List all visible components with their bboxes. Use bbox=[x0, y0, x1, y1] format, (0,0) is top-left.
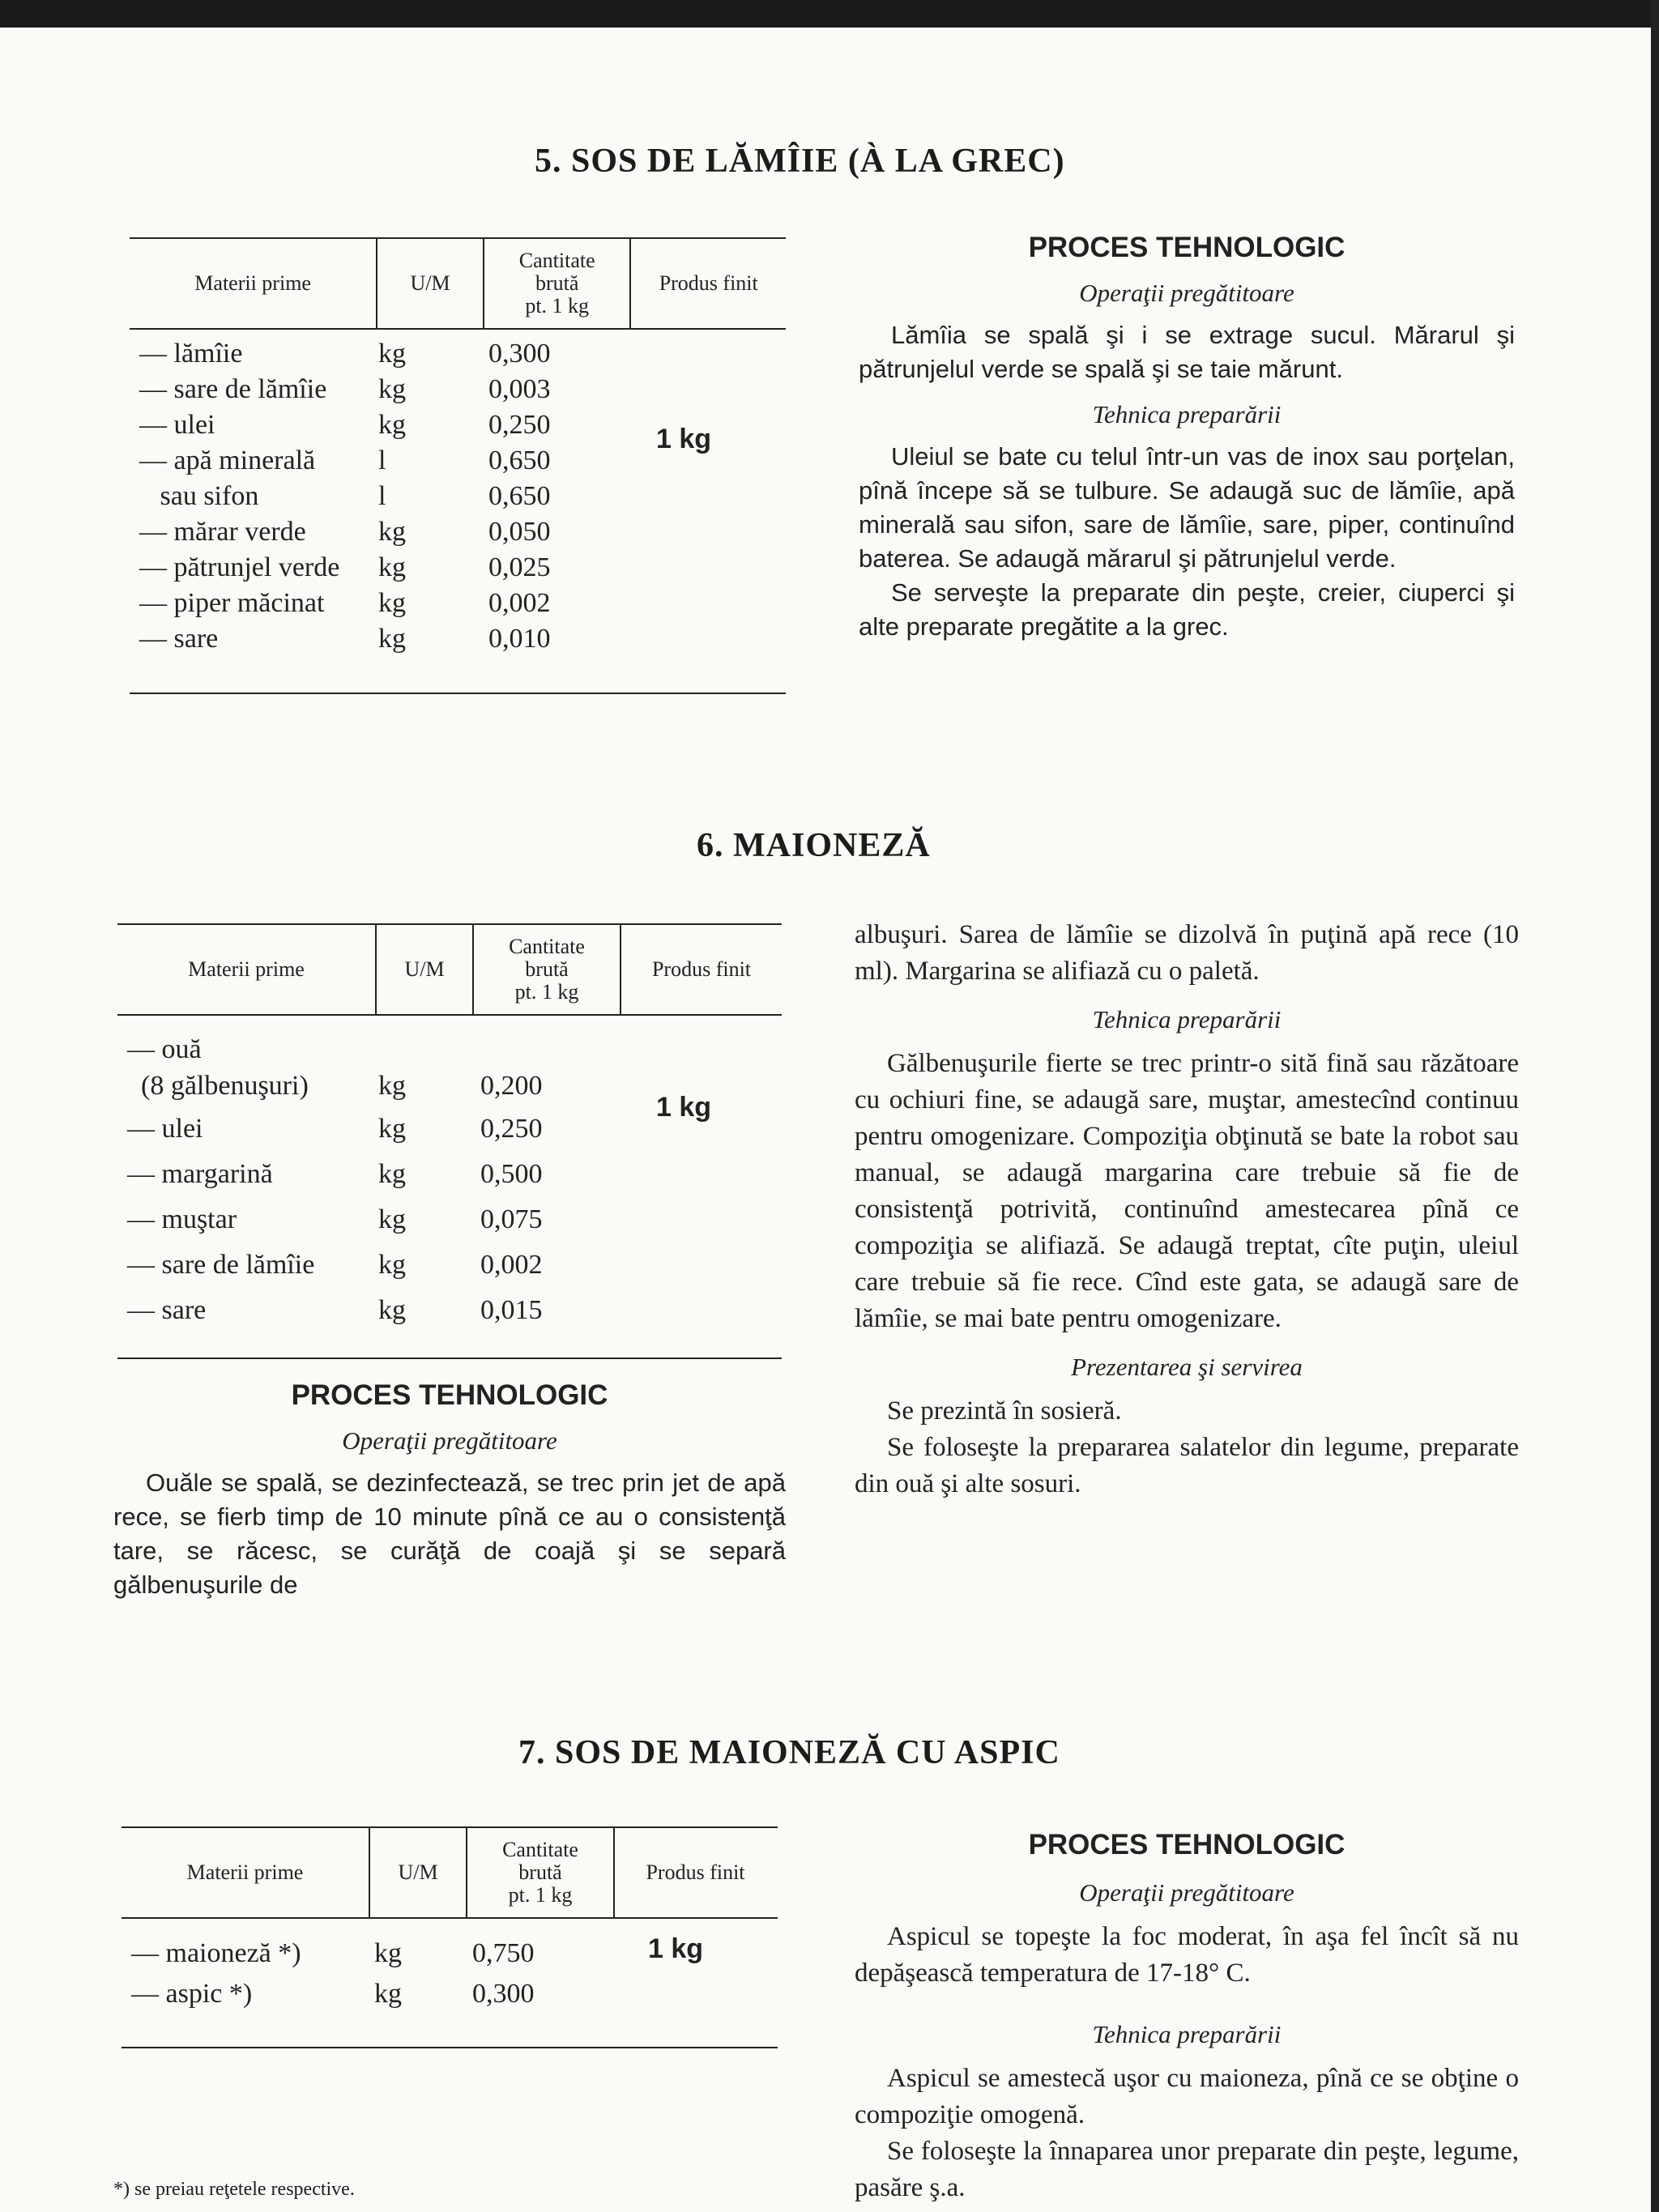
section-heading: Operaţii pregătitoare bbox=[1079, 279, 1294, 307]
ingredient-um: kg bbox=[378, 1295, 406, 1325]
ingredient-um: kg bbox=[378, 1159, 406, 1189]
header-materii: Materii prime bbox=[188, 957, 305, 981]
ingredient-qty: 0,200 bbox=[480, 1071, 543, 1101]
ingredient-qty: 0,025 bbox=[488, 552, 551, 582]
section-heading: Operaţii pregătitoare bbox=[342, 1426, 557, 1455]
header-cantitate-line2: brută bbox=[535, 271, 579, 295]
section-heading: Tehnica preparării bbox=[1092, 2020, 1282, 2048]
recipe-6-process-left bbox=[113, 1379, 786, 1602]
header-um: U/M bbox=[375, 925, 472, 1014]
produs-finit-value: 1 kg bbox=[656, 424, 712, 454]
ingredient-qty: 0,300 bbox=[488, 339, 551, 369]
ingredient-um: kg bbox=[378, 1250, 406, 1280]
process-title: PROCES TEHNOLOGIC bbox=[1028, 1829, 1346, 1860]
process-paragraph: Uleiul se bate cu telul într-un vas de inox sau porţelan, pînă începe să se tulbure. Se adaugă suc de lămîie, apă minerală sau sifon, sare de lămîie, sare, piper, continuînd baterea. Se adaugă mărarul şi pătrunjelul verde. bbox=[859, 442, 1515, 573]
footnote: *) se preiau reţetele respective. bbox=[113, 2179, 355, 2200]
ingredient-name: — sare de lămîie bbox=[127, 1250, 315, 1280]
table-row bbox=[122, 1974, 778, 2014]
ingredient-name: — ulei bbox=[139, 410, 215, 440]
section-heading: Prezentarea şi servirea bbox=[1071, 1353, 1303, 1381]
table-body bbox=[130, 330, 786, 693]
recipe-7-process bbox=[855, 1826, 1519, 2206]
ingredient-name: — muştar bbox=[127, 1204, 237, 1234]
table-body bbox=[117, 1016, 782, 1357]
header-cantitate-line3: pt. 1 kg bbox=[525, 294, 590, 318]
ingredient-um: kg bbox=[374, 1938, 402, 1968]
ingredient-qty: 0,002 bbox=[488, 588, 551, 618]
recipe-7-ingredients-table bbox=[122, 1826, 778, 2048]
process-paragraph: Gălbenuşurile fierte se trec printr-o sită fină sau răzătoare cu ochiuri fine, se adaugă sare, muştar, amestecînd continuu pentru omogenizare. Compoziţia obţinută se bate la robot sau manual, se adaugă margarina care trebuie să fie de consistenţă potrivită, continuînd amestecarea pînă ce compoziţia se alifiază. Se adaugă treptat, cîte puţin, uleiul care trebuie să fie rece. Cînd este gata, se adaugă sare de lămîie, se mai bate pentru omogenizare. bbox=[855, 1049, 1519, 1333]
header-cantitate-line2: brută bbox=[518, 1860, 562, 1884]
header-cantitate-line3: pt. 1 kg bbox=[514, 980, 579, 1004]
ingredient-qty: 0,015 bbox=[480, 1295, 543, 1325]
ingredient-um: kg bbox=[378, 1071, 406, 1101]
section-heading: Operaţii pregătitoare bbox=[1079, 1878, 1294, 1907]
ingredient-qty: 0,300 bbox=[472, 1979, 535, 2009]
table-row bbox=[130, 621, 786, 657]
process-paragraph: Se serveşte la preparate din peşte, creier, ciuperci şi alte preparate pregătite a la grec. bbox=[859, 578, 1515, 641]
table-row bbox=[117, 1152, 782, 1197]
table-row bbox=[130, 336, 786, 372]
recipe-5-title: 5. SOS DE LĂMÎIE (À LA GREC) bbox=[535, 143, 1065, 180]
ingredient-um: kg bbox=[374, 1979, 402, 2009]
ingredient-qty: 0,250 bbox=[480, 1114, 543, 1144]
table-row bbox=[130, 586, 786, 621]
ingredient-name: — ouă bbox=[127, 1034, 202, 1064]
ingredient-um: kg bbox=[378, 1204, 406, 1234]
process-paragraph: Se prezintă în sosieră. bbox=[887, 1396, 1122, 1426]
ingredient-um: l bbox=[378, 445, 386, 475]
ingredient-um bbox=[378, 1034, 467, 1066]
ingredient-um: kg bbox=[378, 1114, 406, 1144]
ingredient-um: l bbox=[378, 481, 386, 511]
ingredient-name: — ulei bbox=[127, 1114, 203, 1144]
ingredient-name: — piper măcinat bbox=[139, 588, 325, 618]
ingredient-um: kg bbox=[378, 374, 406, 404]
header-produs-finit: Produs finit bbox=[629, 239, 786, 328]
ingredient-name: — maioneză *) bbox=[131, 1938, 301, 1968]
header-produs-finit: Produs finit bbox=[620, 925, 782, 1014]
header-cantitate-line1: Cantitate bbox=[509, 935, 585, 958]
header-cantitate-line2: brută bbox=[525, 957, 569, 981]
table-row bbox=[117, 1197, 782, 1242]
process-paragraph: Aspicul se amestecă uşor cu maioneza, pînă ce se obţine o compoziţie omogenă. bbox=[855, 2064, 1519, 2129]
ingredient-qty bbox=[467, 1034, 480, 1066]
table-header bbox=[122, 1828, 778, 1919]
recipe-6-title: 6. MAIONEZĂ bbox=[697, 827, 931, 864]
ingredient-qty: 0,010 bbox=[488, 624, 551, 654]
scan-top-border bbox=[0, 0, 1659, 28]
table-row bbox=[117, 1242, 782, 1288]
ingredient-name: — aspic *) bbox=[131, 1979, 253, 2009]
table-row bbox=[130, 550, 786, 586]
table-row bbox=[130, 479, 786, 514]
recipe-6-ingredients-table bbox=[117, 923, 782, 1359]
ingredient-qty: 0,003 bbox=[488, 374, 551, 404]
ingredient-name: (8 gălbenuşuri) bbox=[127, 1071, 309, 1101]
process-title: PROCES TEHNOLOGIC bbox=[291, 1379, 608, 1411]
ingredient-name: — mărar verde bbox=[139, 517, 306, 547]
table-row bbox=[130, 514, 786, 550]
header-materii: Materii prime bbox=[194, 271, 311, 295]
ingredient-qty: 0,075 bbox=[480, 1204, 543, 1234]
header-materii: Materii prime bbox=[186, 1860, 304, 1884]
ingredient-name: — sare de lămîie bbox=[139, 374, 327, 404]
ingredient-name: — sare bbox=[139, 624, 219, 654]
process-paragraph: Se foloseşte la prepararea salatelor din legume, preparate din ouă şi alte sosuri. bbox=[855, 1433, 1519, 1498]
table-row bbox=[117, 1288, 782, 1333]
process-paragraph: Aspicul se topeşte la foc moderat, în aşa fel încît să nu depăşească temperatura de 17-18° C. bbox=[855, 1922, 1519, 1988]
table-header bbox=[117, 925, 782, 1016]
header-produs-finit: Produs finit bbox=[613, 1828, 776, 1917]
section-heading: Tehnica preparării bbox=[1092, 1005, 1282, 1034]
process-paragraph: albuşuri. Sarea de lămîie se dizolvă în puţină apă rece (10 ml). Margarina se alifiază cu o paletă. bbox=[855, 920, 1519, 986]
header-cantitate-line1: Cantitate bbox=[518, 249, 595, 272]
table-header bbox=[130, 239, 786, 330]
recipe-5-process bbox=[859, 231, 1515, 644]
ingredient-um: kg bbox=[378, 624, 406, 654]
scan-right-border bbox=[1651, 0, 1659, 2212]
ingredient-name: — apă minerală bbox=[139, 445, 316, 475]
header-cantitate bbox=[483, 239, 630, 328]
table-row bbox=[117, 1034, 782, 1066]
ingredient-name: — sare bbox=[127, 1295, 207, 1325]
ingredient-name: — lămîie bbox=[139, 339, 243, 369]
ingredient-qty: 0,750 bbox=[472, 1938, 535, 1968]
recipe-5-ingredients-table bbox=[130, 237, 786, 694]
ingredient-name: — margarină bbox=[127, 1159, 273, 1189]
table-row bbox=[130, 372, 786, 407]
ingredient-um: kg bbox=[378, 410, 406, 440]
ingredient-qty: 0,650 bbox=[488, 445, 551, 475]
produs-finit-value: 1 kg bbox=[656, 1092, 712, 1123]
header-cantitate bbox=[466, 1828, 613, 1917]
table-body bbox=[122, 1919, 778, 2047]
ingredient-qty: 0,650 bbox=[488, 481, 551, 511]
ingredient-um: kg bbox=[378, 552, 406, 582]
header-um: U/M bbox=[376, 239, 483, 328]
section-heading: Tehnica preparării bbox=[1092, 400, 1282, 428]
process-title: PROCES TEHNOLOGIC bbox=[1028, 232, 1346, 263]
ingredient-qty: 0,250 bbox=[488, 410, 551, 440]
ingredient-name: sau sifon bbox=[139, 481, 259, 511]
header-um: U/M bbox=[369, 1828, 466, 1917]
header-cantitate bbox=[472, 925, 620, 1014]
ingredient-um: kg bbox=[378, 588, 406, 618]
ingredient-name: — pătrunjel verde bbox=[139, 552, 340, 582]
ingredient-qty: 0,500 bbox=[480, 1159, 543, 1189]
ingredient-um: kg bbox=[378, 517, 406, 547]
ingredient-um: kg bbox=[378, 339, 406, 369]
ingredient-qty: 0,050 bbox=[488, 517, 551, 547]
recipe-7-title: 7. SOS DE MAIONEZĂ CU ASPIC bbox=[518, 1734, 1060, 1771]
process-paragraph: Ouăle se spală, se dezinfectează, se trec prin jet de apă rece, se fierb timp de 10 minute pînă ce au o consistenţă tare, se răcesc, se curăţă de coajă şi se separă gălbenuşurile de bbox=[113, 1468, 786, 1599]
process-paragraph: Se foloseşte la înnaparea unor preparate din peşte, legume, pasăre ş.a. bbox=[855, 2137, 1519, 2202]
ingredient-qty: 0,002 bbox=[480, 1250, 543, 1280]
header-cantitate-line1: Cantitate bbox=[502, 1838, 578, 1861]
header-cantitate-line3: pt. 1 kg bbox=[508, 1883, 573, 1907]
recipe-6-process-right bbox=[855, 917, 1519, 1502]
produs-finit-value: 1 kg bbox=[648, 1933, 704, 1964]
process-paragraph: Lămîia se spală şi i se extrage sucul. Mărarul şi pătrunjelul verde se spală şi se taie mărunt. bbox=[859, 321, 1515, 383]
